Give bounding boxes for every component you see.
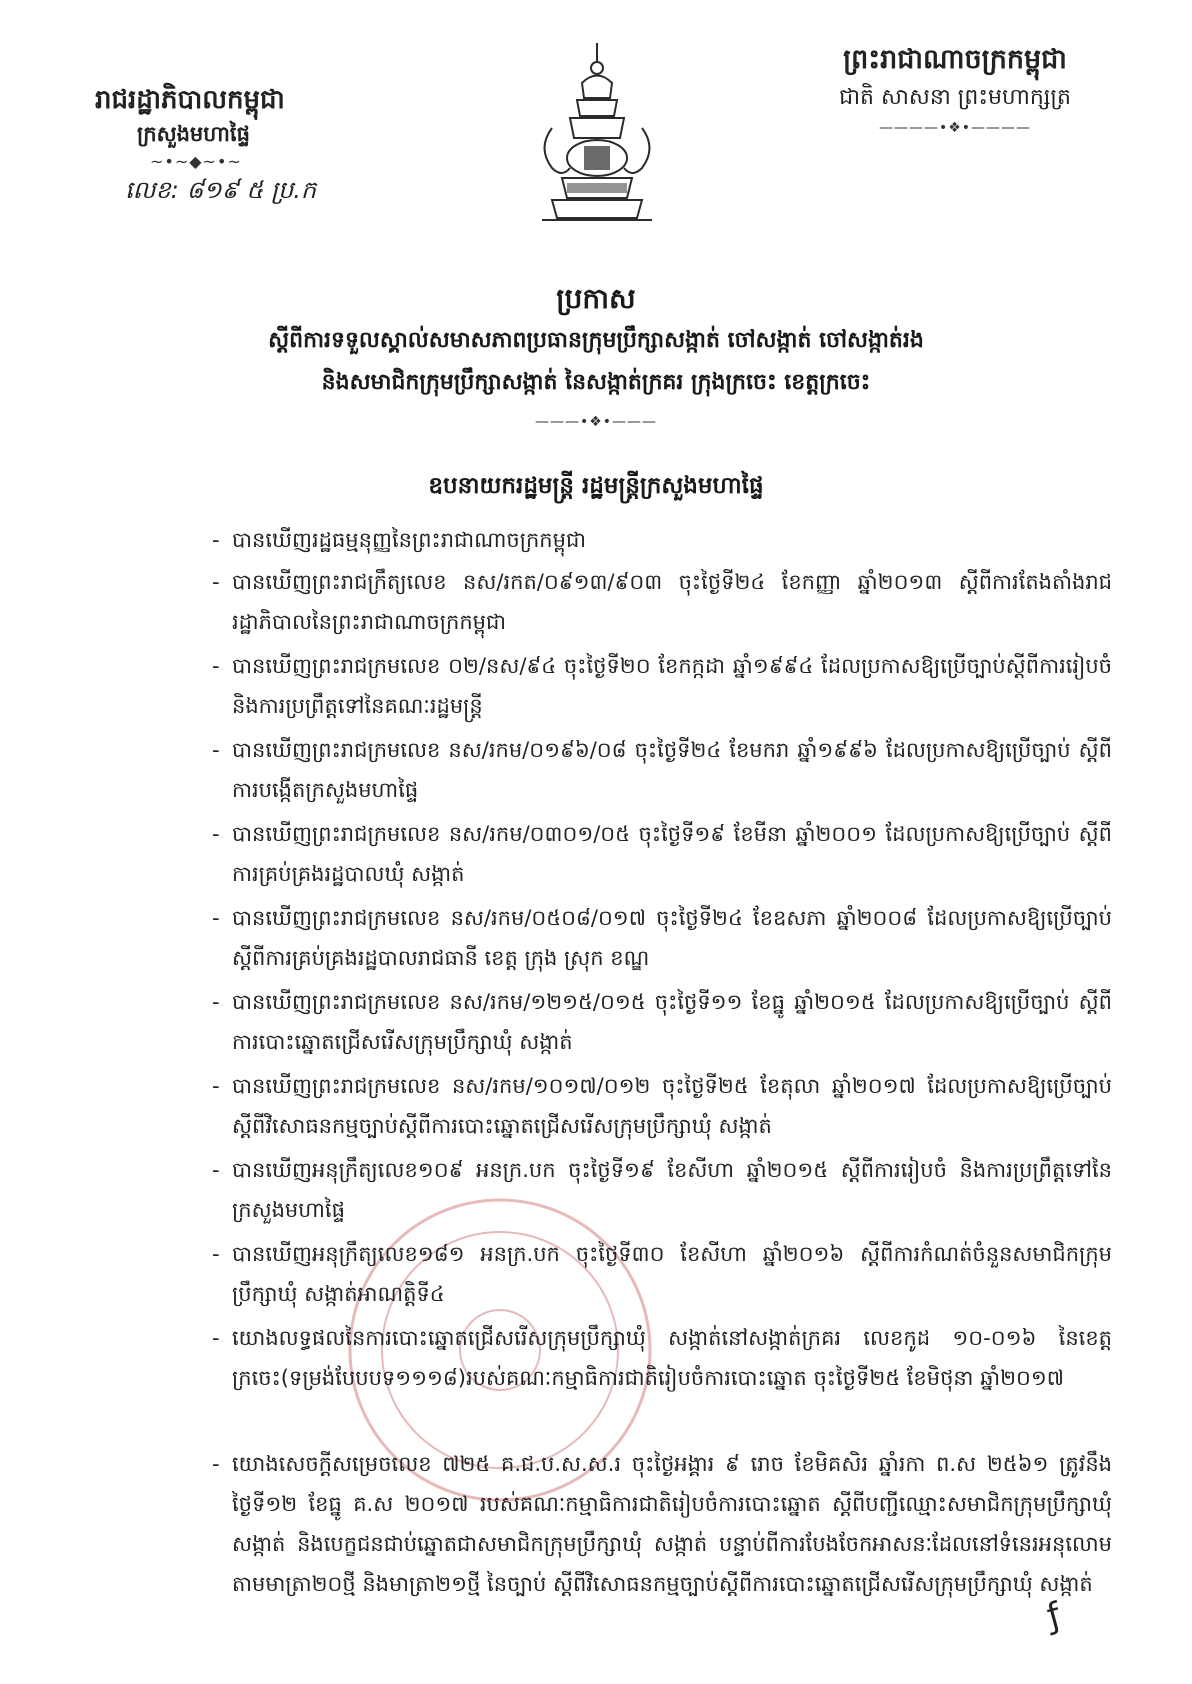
document-subtitle-line1: ស្តីពីការទទួលស្គាល់សមាសភាពប្រធានក្រុមប្រឹក្សាសង្កាត់ ចៅសង្កាត់ ចៅសង្កាត់រង (268, 328, 924, 353)
header-left (95, 82, 395, 210)
issuer-heading: ឧបនាយករដ្ឋមន្ត្រី រដ្ឋមន្ត្រីក្រសួងមហាផ្ទៃ (428, 473, 764, 499)
list-item: - បានឃើញព្រះរាជក្រមលេខ នស/រកម/០៥០៨/០១៧ ចុះថ្ងៃទី២៤ ខែឧសភា ឆ្នាំ២០០៨ ដែលប្រកាសឱ្យប្រើច្បាប់ ស្តីពីការគ្រប់គ្រងរដ្ឋបាលរាជធានី ខេត្ត ក្រុង ស្រុក ខណ្ឌ (212, 906, 1112, 970)
list-item: - បានឃើញព្រះរាជក្រមលេខ នស/រកម/១០១៧/០១២ ចុះថ្ងៃទី២៥ ខែតុលា ឆ្នាំ២០១៧ ដែលប្រកាសឱ្យប្រើច្បាប់ ស្តីពីវិសោធនកម្មច្បាប់ស្តីពីការបោះឆ្នោតជ្រើសរើសក្រុមប្រឹក្សាឃុំ សង្កាត់ (212, 1074, 1112, 1138)
government-name: រាជរដ្ឋាភិបាលកម្ពុជា (95, 85, 285, 115)
list-item: - បានឃើញព្រះរាជក្រមលេខ នស/រកម/០៣០១/០៥ ចុះថ្ងៃទី១៩ ខែមីនា ឆ្នាំ២០០១ ដែលប្រកាសឱ្យប្រើច្បាប់ ស្តីពីការគ្រប់គ្រងរដ្ឋបាលឃុំ សង្កាត់ (212, 822, 1112, 886)
kingdom-name: ព្រះរាជាណាចក្រកម្ពុជា (843, 44, 1067, 75)
list-item: - បានឃើញព្រះរាជក្រមលេខ ០២/នស/៩៤ ចុះថ្ងៃទី២០ ខែកក្កដា ឆ្នាំ១៩៩៤ ដែលប្រកាសឱ្យប្រើច្បាប់ស្តីពីការរៀបចំ និងការប្រព្រឹត្តទៅនៃគណៈរដ្ឋមន្ត្រី (212, 654, 1112, 718)
national-motto: ជាតិ សាសនា ព្រះមហាក្សត្រ (839, 85, 1071, 110)
number-label: លេខ: (125, 176, 179, 204)
list-item: - បានឃើញអនុក្រឹត្យលេខ១៨១ អនក្រ.បក ចុះថ្ងៃទី៣០ ខែសីហា ឆ្នាំ២០១៦ ស្តីពីការកំណត់ចំនួនសមាជិកក្រុមប្រឹក្សាឃុំ សង្កាត់អាណត្តិទី៤ (212, 1242, 1112, 1306)
list-item: - បានឃើញរដ្ឋធម្មនុញ្ញនៃព្រះរាជាណាចក្រកម្ពុជា (212, 528, 586, 552)
title-block (60, 278, 1132, 430)
legal-basis-list (212, 520, 1112, 1612)
initial-mark: ƒ (1043, 1595, 1065, 1637)
document-title: ប្រកាស (556, 282, 636, 315)
title-divider: ———•❖•——— (534, 414, 658, 430)
list-item: - យោងសេចក្តីសម្រេចលេខ ៧២៥ គ.ជ.ប.ស.ស.រ ចុះថ្ងៃអង្គារ ៩ រោច ខែមិគសិរ ឆ្នាំរកា ព.ស ២៥៦១ ត្រូវនឹងថ្ងៃទី១២ ខែធ្នូ គ.ស ២០១៧ របស់គណៈកម្មាធិការជាតិរៀបចំការបោះឆ្នោត ស្តីពីបញ្ជីឈ្មោះសមាជិកក្រុមប្រឹក្សាឃុំ សង្កាត់ និងបេក្ខជនជាប់ឆ្នោតជាសមាជិកក្រុមប្រឹក្សាឃុំ សង្កាត់ បន្ទាប់ពីការបែងចែកអាសនៈដែលនៅទំនេរអនុលោមតាមមាត្រា២០ថ្មី និងមាត្រា២១ថ្មី នៃច្បាប់ ស្តីពីវិសោធនកម្មច្បាប់ស្តីពីការបោះឆ្នោតជ្រើសរើសក្រុមប្រឹក្សាឃុំ សង្កាត់ (212, 1452, 1112, 1596)
header-right (790, 40, 1120, 136)
number-value: ៨១៩ ៥ ប្រ.ក (186, 176, 317, 204)
list-item: - បានឃើញព្រះរាជក្រឹត្យលេខ នស/រកត/០៩១៣/៩០៣ ចុះថ្ងៃទី២៤ ខែកញ្ញា ឆ្នាំ២០១៣ ស្តីពីការតែងតាំងរាជរដ្ឋាភិបាលនៃព្រះរាជាណាចក្រកម្ពុជា (212, 570, 1112, 634)
header-left-ornament: ~•~◆~•~ (150, 152, 242, 171)
list-item: - បានឃើញអនុក្រឹត្យលេខ១០៩ អនក្រ.បក ចុះថ្ងៃទី១៩ ខែសីហា ឆ្នាំ២០១៥ ស្តីពីការរៀបចំ និងការប្រព្រឹត្តទៅនៃក្រសួងមហាផ្ទៃ (212, 1158, 1112, 1222)
document-number (125, 175, 395, 210)
royal-emblem-icon (522, 38, 672, 238)
list-item: - យោងលទ្ធផលនៃការបោះឆ្នោតជ្រើសរើសក្រុមប្រឹក្សាឃុំ សង្កាត់នៅសង្កាត់ក្រគរ លេខកូដ ១០-០១៦ នៃខេត្តក្រចេះ(ទម្រង់បែបបទ១១១៨)របស់គណៈកម្មាធិការជាតិរៀបចំការបោះឆ្នោត ចុះថ្ងៃទី២៥ ខែមិថុនា ឆ្នាំ២០១៧ (212, 1326, 1112, 1390)
ministry-name: ក្រសួងមហាផ្ទៃ (137, 122, 250, 146)
header-right-ornament: ————•❖•———— (878, 120, 1032, 136)
document-subtitle-line2: និងសមាជិកក្រុមប្រឹក្សាសង្កាត់ នៃសង្កាត់ក្រគរ ក្រុងក្រចេះ ខេត្តក្រចេះ (321, 370, 871, 395)
list-item: - បានឃើញព្រះរាជក្រមលេខ នស/រកម/១២១៥/០១៥ ចុះថ្ងៃទី១១ ខែធ្នូ ឆ្នាំ២០១៥ ដែលប្រកាសឱ្យប្រើច្បាប់ ស្តីពីការបោះឆ្នោតជ្រើសរើសក្រុមប្រឹក្សាឃុំ សង្កាត់ (212, 990, 1112, 1054)
list-item: - បានឃើញព្រះរាជក្រមលេខ នស/រកម/០១៩៦/០៨ ចុះថ្ងៃទី២៤ ខែមករា ឆ្នាំ១៩៩៦ ដែលប្រកាសឱ្យប្រើច្បាប់ ស្តីពីការបង្កើតក្រសួងមហាផ្ទៃ (212, 738, 1112, 802)
